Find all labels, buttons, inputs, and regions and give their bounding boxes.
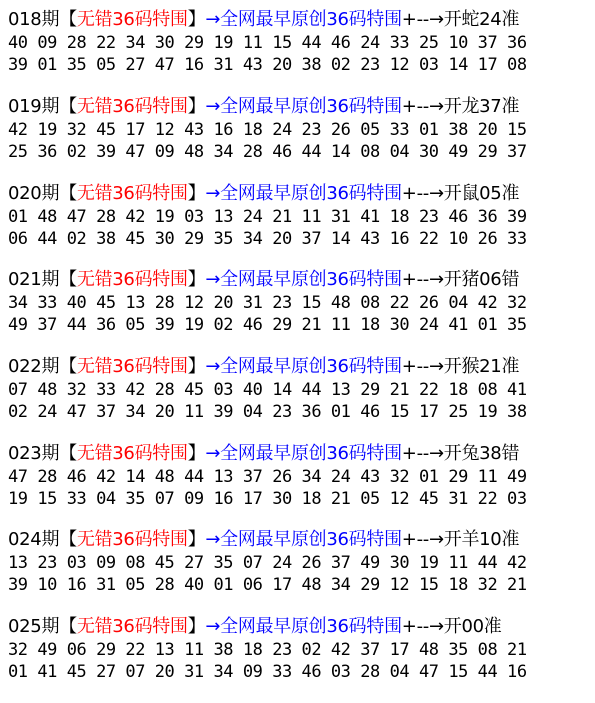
period-label: 023期 — [8, 443, 60, 464]
numbers-row-1: 42 19 32 45 17 12 43 16 18 24 23 26 05 33 01 38 20 15 — [8, 120, 527, 140]
period-label: 021期 — [8, 269, 60, 290]
numbers-row-1: 07 48 32 33 42 28 45 03 40 14 44 13 29 21 22 18 08 41 — [8, 380, 527, 400]
bracket-close: 】 — [187, 616, 206, 637]
numbers-row-2: 25 36 02 39 47 09 48 34 28 46 44 14 08 04 30 49 29 37 — [8, 142, 527, 162]
bracket-close: 】 — [187, 443, 206, 464]
slogan-text: →全网最早原创36码特围 — [205, 443, 402, 464]
entry-block — [8, 528, 593, 596]
bracket-open: 【 — [59, 616, 77, 637]
entry-title: 无错36码特围 — [76, 183, 188, 204]
bracket-close: 】 — [187, 96, 206, 117]
numbers-row-1: 32 49 06 29 22 13 11 38 18 23 02 42 37 17 48 35 08 21 — [8, 640, 527, 660]
result-text: 开蛇24准 — [443, 9, 520, 30]
entry-title: 无错36码特围 — [76, 356, 188, 377]
entry-header — [8, 528, 593, 552]
slogan-text: →全网最早原创36码特围 — [205, 529, 402, 550]
bracket-close: 】 — [187, 356, 206, 377]
slogan-text: →全网最早原创36码特围 — [205, 269, 402, 290]
bracket-close: 】 — [187, 9, 206, 30]
bracket-open: 【 — [59, 183, 77, 204]
entry-title: 无错36码特围 — [76, 269, 188, 290]
period-label: 020期 — [8, 183, 60, 204]
connector-arrow: +--→ — [401, 9, 444, 30]
bracket-open: 【 — [59, 269, 77, 290]
result-text: 开龙37准 — [443, 96, 520, 117]
bracket-close: 】 — [187, 529, 206, 550]
numbers-row-2: 19 15 33 04 35 07 09 16 17 30 18 21 05 12 45 31 22 03 — [8, 489, 527, 509]
connector-arrow: +--→ — [401, 183, 444, 204]
entry-block — [8, 615, 593, 683]
bracket-open: 【 — [59, 443, 77, 464]
numbers-row-2: 01 41 45 27 07 20 31 34 09 33 46 03 28 04 47 15 44 16 — [8, 662, 527, 682]
numbers-row-2: 06 44 02 38 45 30 29 35 34 20 37 14 43 16 22 10 26 33 — [8, 229, 527, 249]
bracket-open: 【 — [59, 356, 77, 377]
result-text: 开猴21准 — [443, 356, 520, 377]
entry-header — [8, 268, 593, 292]
entry-header — [8, 615, 593, 639]
result-text: 开猪06错 — [443, 269, 520, 290]
entry-title: 无错36码特围 — [76, 96, 188, 117]
numbers-row-1: 34 33 40 45 13 28 12 20 31 23 15 48 08 22 26 04 42 32 — [8, 293, 527, 313]
result-text: 开兔38错 — [443, 443, 520, 464]
connector-arrow: +--→ — [401, 529, 444, 550]
entry-header — [8, 355, 593, 379]
entry-header — [8, 442, 593, 466]
entry-title: 无错36码特围 — [76, 529, 188, 550]
connector-arrow: +--→ — [401, 269, 444, 290]
bracket-close: 】 — [187, 183, 206, 204]
period-label: 022期 — [8, 356, 60, 377]
slogan-text: →全网最早原创36码特围 — [205, 616, 402, 637]
numbers-row-1: 13 23 03 09 08 45 27 35 07 24 26 37 49 30 19 11 44 42 — [8, 553, 527, 573]
entry-block — [8, 182, 593, 250]
slogan-text: →全网最早原创36码特围 — [205, 9, 402, 30]
entry-title: 无错36码特围 — [76, 9, 188, 30]
bracket-open: 【 — [59, 529, 77, 550]
slogan-text: →全网最早原创36码特围 — [205, 183, 402, 204]
bracket-open: 【 — [59, 96, 77, 117]
numbers-row-2: 39 10 16 31 05 28 40 01 06 17 48 34 29 12 15 18 32 21 — [8, 575, 527, 595]
numbers-row-2: 39 01 35 05 27 47 16 31 43 20 38 02 23 12 03 14 17 08 — [8, 55, 527, 75]
entry-title: 无错36码特围 — [76, 443, 188, 464]
entry-block — [8, 355, 593, 423]
entry-header — [8, 8, 593, 32]
result-text: 开羊10准 — [443, 529, 520, 550]
entry-header — [8, 95, 593, 119]
connector-arrow: +--→ — [401, 616, 444, 637]
result-text: 开鼠05准 — [443, 183, 520, 204]
result-text: 开00准 — [443, 616, 502, 637]
numbers-row-2: 02 24 47 37 34 20 11 39 04 23 36 01 46 15 17 25 19 38 — [8, 402, 527, 422]
bracket-open: 【 — [59, 9, 77, 30]
slogan-text: →全网最早原创36码特围 — [205, 356, 402, 377]
period-label: 025期 — [8, 616, 60, 637]
entry-title: 无错36码特围 — [76, 616, 188, 637]
connector-arrow: +--→ — [401, 356, 444, 377]
connector-arrow: +--→ — [401, 96, 444, 117]
slogan-text: →全网最早原创36码特围 — [205, 96, 402, 117]
entry-header — [8, 182, 593, 206]
connector-arrow: +--→ — [401, 443, 444, 464]
entry-block — [8, 95, 593, 163]
numbers-row-2: 49 37 44 36 05 39 19 02 46 29 21 11 18 30 24 41 01 35 — [8, 315, 527, 335]
numbers-row-1: 47 28 46 42 14 48 44 13 37 26 34 24 43 32 01 29 11 49 — [8, 467, 527, 487]
period-label: 019期 — [8, 96, 60, 117]
period-label: 018期 — [8, 9, 60, 30]
numbers-row-1: 40 09 28 22 34 30 29 19 11 15 44 46 24 33 25 10 37 36 — [8, 33, 527, 53]
numbers-row-1: 01 48 47 28 42 19 03 13 24 21 11 31 41 18 23 46 36 39 — [8, 207, 527, 227]
entry-block — [8, 442, 593, 510]
entry-block — [8, 8, 593, 76]
entry-block — [8, 268, 593, 336]
bracket-close: 】 — [187, 269, 206, 290]
period-label: 024期 — [8, 529, 60, 550]
